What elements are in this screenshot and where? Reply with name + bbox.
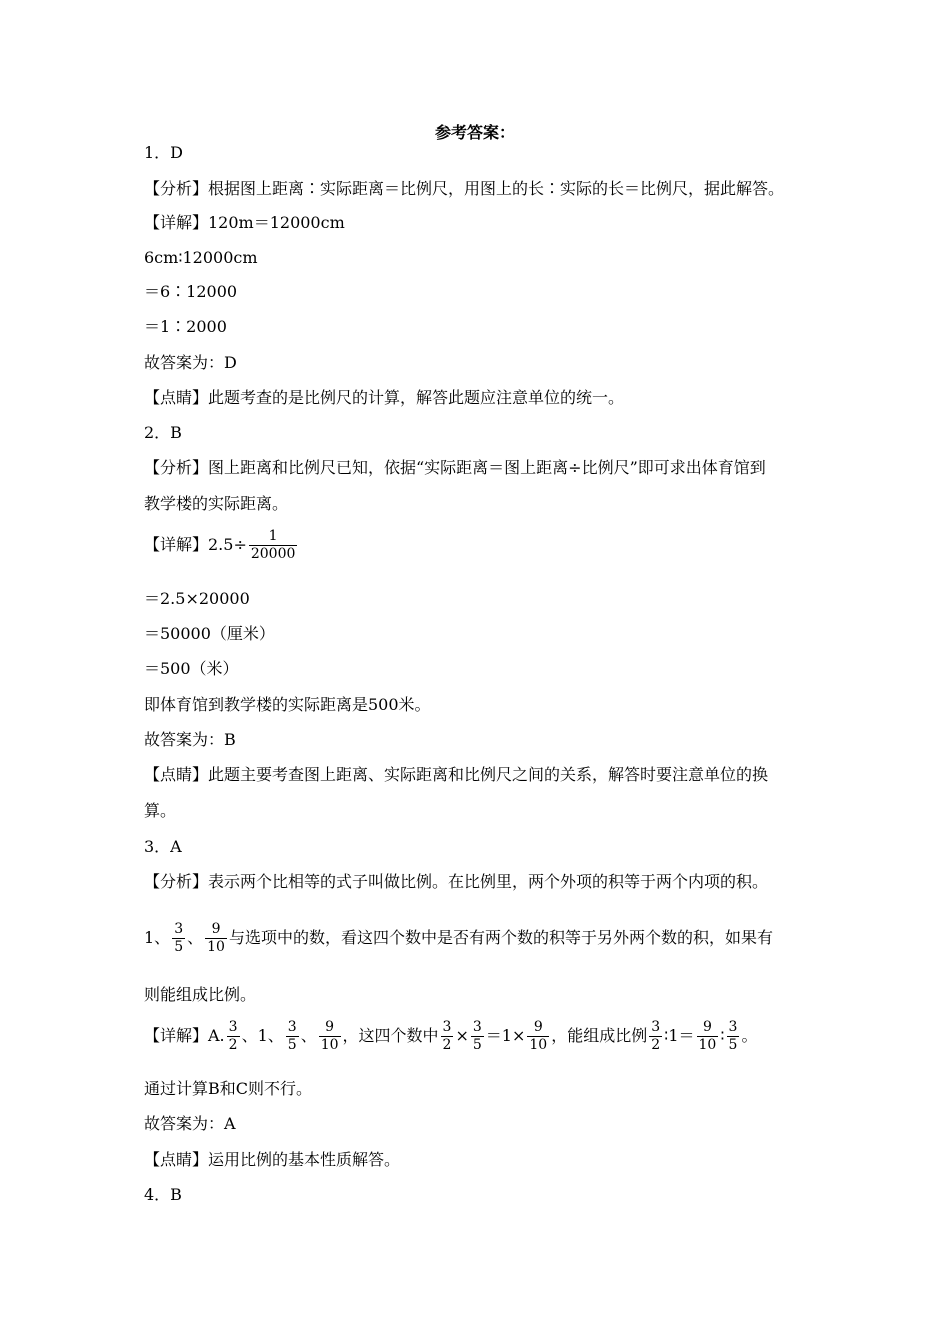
fraction-3-5: $\frac{3}{5}$ bbox=[728, 1019, 738, 1053]
text: 1、 bbox=[144, 928, 171, 947]
q3-detail bbox=[144, 1019, 757, 1054]
fraction-3-2: $\frac{3}{2}$ bbox=[228, 1019, 238, 1053]
q1-detail: 【详解】120m＝12000cm bbox=[144, 213, 345, 232]
q2-answer: 故答案为：B bbox=[144, 730, 236, 749]
q3-analysis: 【分析】表示两个比相等的式子叫做比例。在比例里，两个外项的积等于两个内项的积。 bbox=[144, 872, 769, 891]
q2-conclusion: 即体育馆到教学楼的实际距离是500米。 bbox=[144, 695, 431, 714]
fraction-9-10: $\frac{9}{10}$ bbox=[529, 1019, 548, 1053]
fraction-3-5: $\frac{3}{5}$ bbox=[174, 921, 184, 955]
q3-analysis-numbers bbox=[144, 921, 773, 956]
q2-detail bbox=[144, 528, 299, 563]
q1-tip: 【点睛】此题考查的是比例尺的计算，解答此题应注意单位的统一。 bbox=[144, 388, 625, 407]
q1-answer: 故答案为：D bbox=[144, 353, 237, 372]
q1-step: ＝6∶12000 bbox=[144, 282, 238, 301]
text: 、 bbox=[300, 1026, 317, 1045]
fraction-1-20000 bbox=[249, 528, 298, 563]
q2-step: ＝500（米） bbox=[144, 659, 239, 678]
detail-label: 【详解】2.5÷ bbox=[144, 535, 247, 554]
fraction-3-2: $\frac{3}{2}$ bbox=[651, 1019, 661, 1053]
q1-step: ＝1∶2000 bbox=[144, 317, 227, 336]
text: 与选项中的数，看这四个数中是否有两个数的积等于另外两个数的积，如果有 bbox=[228, 928, 773, 947]
fraction-9-10: $\frac{9}{10}$ bbox=[320, 1019, 339, 1053]
q3-bc: 通过计算B和C则不行。 bbox=[144, 1079, 313, 1098]
page-title: 参考答案： bbox=[434, 123, 515, 142]
q3-tip: 【点睛】运用比例的基本性质解答。 bbox=[144, 1150, 401, 1169]
q3-analysis: 则能组成比例。 bbox=[144, 985, 257, 1004]
detail-label: 【详解】A. bbox=[144, 1026, 225, 1045]
text: ，这四个数中 bbox=[342, 1026, 439, 1045]
q4-head: 4．B bbox=[144, 1185, 182, 1204]
q2-analysis: 教学楼的实际距离。 bbox=[144, 494, 289, 513]
fraction-numerator: 1 bbox=[268, 528, 278, 544]
text: ＝1× bbox=[485, 1026, 526, 1045]
fraction-9-10: $\frac{9}{10}$ bbox=[207, 921, 225, 955]
q2-analysis: 【分析】图上距离和比例尺已知，依据“实际距离＝图上距离÷比例尺”即可求出体育馆到 bbox=[144, 458, 766, 477]
text: ，能组成比例 bbox=[551, 1026, 648, 1045]
text: 。 bbox=[741, 1026, 758, 1045]
q3-head: 3．A bbox=[144, 837, 182, 856]
text: 、1、 bbox=[241, 1026, 284, 1045]
q2-tip: 算。 bbox=[144, 801, 177, 820]
fraction-3-2: $\frac{3}{2}$ bbox=[442, 1019, 452, 1053]
fraction-denominator: 20000 bbox=[250, 546, 296, 562]
text: 、 bbox=[187, 928, 204, 947]
text: ∶1＝ bbox=[664, 1026, 695, 1045]
q2-step: ＝2.5×20000 bbox=[144, 589, 250, 608]
q1-head: 1．D bbox=[144, 143, 184, 162]
fraction-9-10: $\frac{9}{10}$ bbox=[698, 1019, 717, 1053]
q2-tip: 【点睛】此题主要考查图上距离、实际距离和比例尺之间的关系，解答时要注意单位的换 bbox=[144, 765, 769, 784]
colon-sign: ∶ bbox=[720, 1026, 725, 1045]
q2-head: 2．B bbox=[144, 423, 182, 442]
q1-step: 6cm∶12000cm bbox=[144, 248, 258, 267]
q2-step: ＝50000（厘米） bbox=[144, 624, 275, 643]
q3-answer: 故答案为：A bbox=[144, 1114, 236, 1133]
q1-analysis: 【分析】根据图上距离∶实际距离＝比例尺，用图上的长∶实际的长＝比例尺，据此解答。 bbox=[144, 179, 785, 198]
fraction-3-5: $\frac{3}{5}$ bbox=[472, 1019, 482, 1053]
fraction-3-5: $\frac{3}{5}$ bbox=[287, 1019, 297, 1053]
times-sign: × bbox=[455, 1026, 469, 1045]
